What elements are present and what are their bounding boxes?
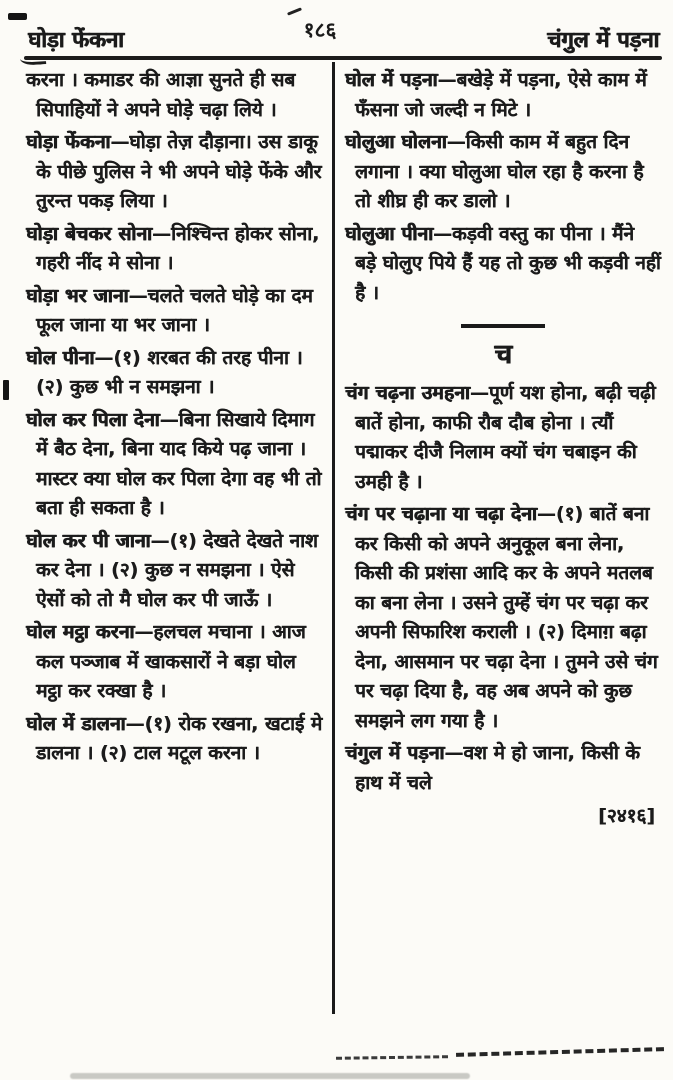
entry-definition: —हलचल मचाना । आज कल पञ्जाब में खाकसारों ने बड़ा घोल मट्ठा कर रक्खा है । <box>36 621 306 702</box>
page-number: १८६ <box>303 18 337 42</box>
dictionary-entry <box>345 500 661 736</box>
dictionary-entry <box>26 618 327 707</box>
entry-headword: घोड़ा भर जाना <box>26 284 129 307</box>
left-column <box>26 66 327 772</box>
dictionary-entry <box>26 527 327 616</box>
catch-number: [२४१६] <box>598 805 655 827</box>
entry-headword: घोल मट्ठा करना <box>26 621 135 643</box>
dictionary-entry <box>26 344 327 403</box>
entry-headword: घोल में डालना <box>26 712 126 735</box>
entry-headword: घोल कर पी जाना <box>26 529 151 552</box>
dictionary-entry <box>26 710 327 769</box>
entry-definition: —बिना सिखाये दिमाग में बैठ देना, बिना याद किये पढ़ जाना । मास्टर क्या घोल कर पिला देगा वह भी तो बता ही सकता है । <box>36 408 322 519</box>
section-letter: च <box>494 338 512 370</box>
entry-definition: —(१) रोक रखना, खटाई मे डालना । (२) टाल मटूल करना । <box>36 712 323 764</box>
entry-definition: —वश मे हो जाना, किसी के हाथ में चले <box>355 742 640 794</box>
dictionary-entry <box>345 128 661 217</box>
dictionary-entry <box>26 128 327 217</box>
entry-definition: —घोड़ा तेज़ दौड़ाना। उस डाकू के पीछे पुलिस ने भी अपने घोड़े फेंके और तुरन्त पकड़ लिया । <box>36 131 322 212</box>
entry-definition: —निश्चिन्त होकर सोना, गहरी नींद मे सोना । <box>36 222 320 274</box>
entry-definition: —चलते चलते घोड़े का दम फूल जाना या भर जाना । <box>36 284 313 336</box>
dictionary-entry <box>345 66 661 125</box>
dictionary-entry <box>345 739 661 798</box>
entry-definition: —(१) बातें बना कर किसी को अपने अनुकूल बना लेना, किसी की प्रशंसा आदि कर के अपने मतलब का बना लेना । उसने तुम्हें चंग पर चढ़ा कर अपनी सिफारिश कराली । (२) दिमाग़ बढ़ा देना, आसमान पर चढ़ा देना । तुमने उसे चंग पर चढ़ा दिया है, वह अब अपने को कुछ समझने लग गया है । <box>355 503 658 732</box>
scan-artifact-bottom-shadow <box>70 1073 470 1079</box>
scan-artifact-bottom-dashes-heavy <box>456 1047 664 1057</box>
entry-definition: —(१) शरबत की तरह पीना । (२) कुछ भी न समझना । <box>36 346 303 398</box>
entry-headword: चंगुल में पड़ना <box>345 742 445 764</box>
right-column-top-entries <box>345 66 661 308</box>
dictionary-entry <box>26 66 327 125</box>
entry-headword: घोड़ा बेचकर सोना <box>26 222 152 245</box>
dictionary-entry <box>345 379 661 497</box>
dictionary-entry <box>26 282 327 341</box>
entry-headword: घोल में पड़ना <box>345 69 438 91</box>
dictionary-entry <box>26 406 327 524</box>
entry-headword: चंग पर चढ़ाना या चढ़ा देना <box>345 503 537 525</box>
entry-definition: —किसी काम में बहुत दिन लगाना । क्या घोलुआ घोल रहा है करना है तो शीघ्र ही कर डालो । <box>355 131 644 212</box>
entry-headword: चंग चढ़ना उमहना <box>345 382 470 404</box>
entry-headword: घोलुआ पीना <box>345 222 434 245</box>
scan-artifact-accent-mark <box>287 7 302 15</box>
header-rule <box>24 56 662 60</box>
scan-artifact-left-edge-mark <box>3 380 9 400</box>
entry-definition: करना । कमाडर की आज्ञा सुनते ही सब सिपाहियों ने अपने घोड़े चढ़ा लिये । <box>26 69 296 121</box>
scan-artifact-bottom-dashes-light <box>336 1055 448 1060</box>
entry-headword: घोल पीना <box>26 346 95 369</box>
dictionary-entry <box>26 220 327 279</box>
running-head-left: घोड़ा फेंकना <box>28 28 124 53</box>
entry-definition: —कड़वी वस्तु का पीना । मैंने बड़े घोलुए पिये हैं यह तो कुछ भी कड़वी नहीं है । <box>355 222 661 304</box>
entry-headword: घोड़ा फेंकना <box>26 131 111 153</box>
dictionary-entry <box>345 220 661 309</box>
right-column <box>345 66 661 832</box>
right-column-bottom-entries <box>345 379 661 798</box>
entry-headword: घोल कर पिला देना <box>26 408 160 431</box>
entry-definition: —बखेड़े में पड़ना, ऐसे काम में फँसना जो जल्दी न मिटे । <box>355 69 647 121</box>
section-separator-rule <box>461 324 545 328</box>
column-divider <box>332 62 335 1014</box>
entry-headword: घोलुआ घोलना <box>345 131 447 153</box>
entry-definition: —(१) देखते देखते नाश कर देना । (२) कुछ न समझना । ऐसे ऐसों को तो मै घोल कर पी जाऊँ । <box>36 529 318 611</box>
header-rule-wavy-end <box>20 52 47 66</box>
running-head-right: चंगुल में पड़ना <box>547 28 659 53</box>
entry-definition: —पूर्ण यश होना, बढ़ी चढ़ी बातें होना, काफी रौब दौब होना । त्यौं पद्माकर दीजै निलाम क्यों चंग चबाइन की उमही है । <box>355 382 656 493</box>
